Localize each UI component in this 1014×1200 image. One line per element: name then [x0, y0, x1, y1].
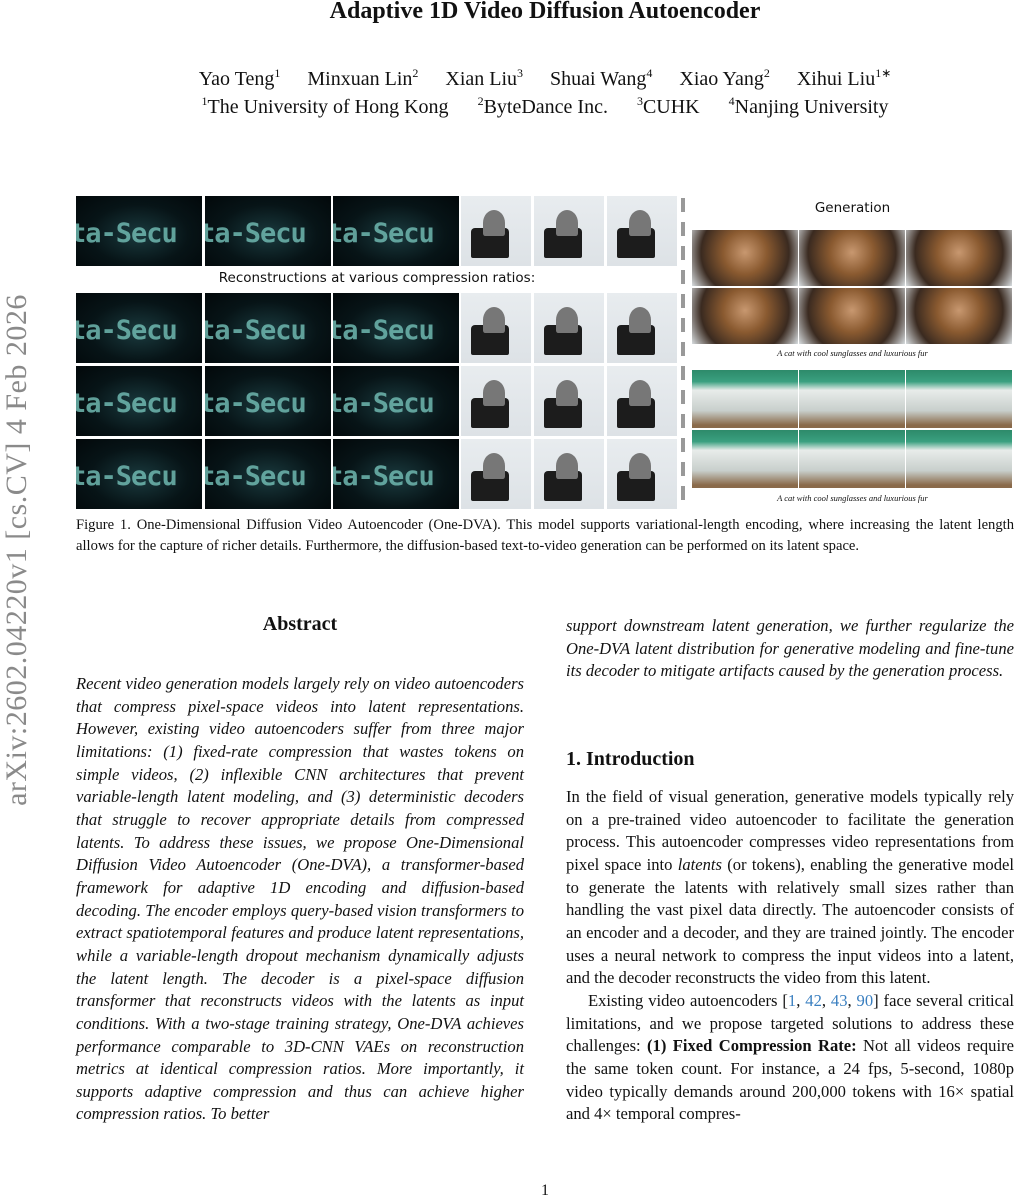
affiliation: $^3$CUHK [636, 94, 700, 118]
generated-frame-waves [799, 370, 905, 428]
generated-frame-cat [906, 230, 1012, 286]
separator-dash [681, 462, 685, 476]
reconstruction-label: Reconstructions at various compression ratios: [218, 270, 536, 286]
video-frame-text [333, 366, 459, 436]
figure-caption: Figure 1. One-Dimensional Diffusion Video Autoencoder (One-DVA). This model supports variational-length encoding, where increasing the latent length allows for the capture of richer details. Furthermore, the diffusion-based text-to-video generation can be performed on its latent space. [76, 517, 1014, 554]
paper-title: Adaptive 1D Video Diffusion Autoencoder [329, 0, 761, 24]
separator-dash [681, 366, 685, 380]
arxiv-identifier: arXiv:2602.04220v1 [cs.CV] 4 Feb 2026 [0, 294, 33, 806]
separator-dash [681, 318, 685, 332]
citation-link[interactable]: 90 [856, 990, 874, 1010]
author: Xihui Liu$^{1∗}$ [796, 66, 892, 90]
video-frame-object [534, 196, 604, 266]
video-frame-text [333, 196, 459, 266]
separator-dash [681, 270, 685, 284]
affiliation: $^4$Nanjing University [728, 94, 889, 118]
separator-dash [681, 390, 685, 404]
separator-dash [681, 222, 685, 236]
video-frame-object [534, 293, 604, 363]
video-frame-object [607, 439, 677, 509]
citation-link[interactable]: 1 [787, 990, 797, 1010]
generated-frame-cat [799, 230, 905, 286]
generated-frame-waves [692, 370, 798, 428]
author: Minxuan Lin$^2$ [307, 66, 419, 90]
video-frame-text [76, 439, 202, 509]
separator-dash [681, 246, 685, 260]
abstract-heading: Abstract [262, 613, 338, 635]
video-frame-text [205, 366, 331, 436]
generated-frame-waves [799, 430, 905, 488]
video-frame-object [534, 366, 604, 436]
separator-dash [681, 486, 685, 500]
video-frame-text [205, 293, 331, 363]
affiliation-list [0, 96, 1014, 119]
generation-caption-cat: A cat with cool sunglasses and luxurious fur [777, 348, 928, 358]
page-number: 1 [541, 1182, 549, 1199]
video-frame-object [461, 366, 531, 436]
generated-frame-cat [692, 288, 798, 344]
generated-frame-cat [906, 288, 1012, 344]
affiliation: $^2$ByteDance Inc. [477, 94, 608, 118]
author: Xian Liu$^3$ [445, 66, 524, 90]
video-frame-object [461, 196, 531, 266]
paragraph: Existing video autoencoders [1, 42, 43, 90] face several critical limitations, and we propose targeted solutions to address these challenges: (1) Fixed Compression Rate: Not all videos require the same token count. For instance, a 24 fps, 5-second, 1080p video typically demands around 200,000 tokens with 16× spatial and 4× temporal compres- [566, 990, 1014, 1124]
affiliation: $^1$The University of Hong Kong [201, 94, 449, 118]
video-frame-text [205, 439, 331, 509]
video-frame-text [205, 196, 331, 266]
author-list [0, 68, 1014, 91]
video-frame-text [76, 196, 202, 266]
citation-link[interactable]: 42 [805, 990, 822, 1010]
video-frame-text [333, 293, 459, 363]
abstract-text: Recent video generation models largely rely on video autoencoders that compress pixel-space videos into latent representations. However, existing video autoencoders suffer from three major limitations: (1) fixed-rate compression that wastes tokens on simple videos, (2) inflexible CNN architectures that prevent variable-length latent modeling, and (3) deterministic decoders that struggle to recover appropriate details from compressed latents. To address these issues, we propose One-Dimensional Diffusion Video Autoencoder (One-DVA), a transformer-based framework for adaptive 1D encoding and diffusion-based decoding. The encoder employs query-based vision transformers to extract spatiotemporal features and produce latent representations, while a variable-length dropout mechanism dynamically adjusts the latent length. The decoder is a pixel-space diffusion transformer that reconstructs videos with the latents as input conditions. With a two-stage training strategy, One-DVA achieves performance comparable to 3D-CNN VAEs on reconstruction metrics at identical compression ratios. More importantly, it supports adaptive compression and thus can achieve higher compression ratios. To better [76, 674, 524, 1124]
separator-dash [681, 438, 685, 452]
video-frame-object [461, 439, 531, 509]
section-heading-introduction: 1. Introduction [566, 748, 695, 770]
generated-frame-cat [799, 288, 905, 344]
generated-frame-waves [906, 370, 1012, 428]
generation-label: Generation [814, 200, 891, 216]
separator-dash [681, 294, 685, 308]
video-frame-text [76, 293, 202, 363]
generated-frame-waves [692, 430, 798, 488]
video-frame-text [333, 439, 459, 509]
separator-dash [681, 414, 685, 428]
citation-link[interactable]: 43 [830, 990, 848, 1010]
paragraph: In the field of visual generation, generative models typically rely on a pre-trained video autoencoder to facilitate the generation process. This autoencoder compresses video representations from pixel space into latents (or tokens), enabling the generative model to generate the latents with relatively small sizes rather than handling the vast pixel data directly. The autoencoder consists of an encoder and a decoder, and they are trained jointly. The encoder uses a neural network to compress the input videos into a latent, and the decoder reconstructs the video from this latent. [566, 787, 1014, 988]
video-frame-object [607, 366, 677, 436]
separator-dash [681, 198, 685, 212]
introduction-text [566, 786, 1014, 1126]
video-frame-object [534, 439, 604, 509]
generated-frame-waves [906, 430, 1012, 488]
author: Yao Teng$^1$ [198, 66, 281, 90]
abstract-text-continued: support downstream latent generation, we further regularize the One-DVA latent distribution for generative modeling and fine-tune its decoder to mitigate artifacts caused by the generation process. [566, 616, 1014, 681]
author: Xiao Yang$^2$ [679, 66, 770, 90]
video-frame-object [607, 293, 677, 363]
video-frame-object [607, 196, 677, 266]
generation-caption-waves: A cat with cool sunglasses and luxurious fur [777, 493, 928, 503]
video-frame-object [461, 293, 531, 363]
author: Shuai Wang$^4$ [550, 66, 653, 90]
video-frame-text [76, 366, 202, 436]
generated-frame-cat [692, 230, 798, 286]
separator-dash [681, 342, 685, 356]
